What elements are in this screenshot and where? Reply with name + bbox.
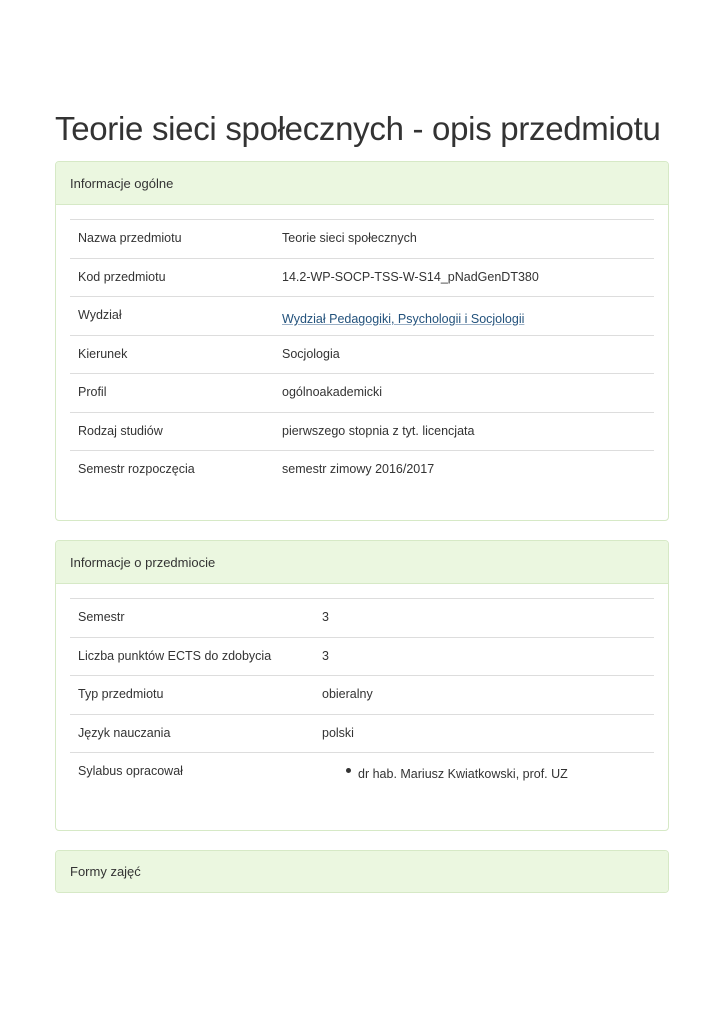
row-label: Rodzaj studiów (78, 423, 163, 438)
row-value: Teorie sieci społecznych (282, 231, 417, 245)
row-value: obieralny (322, 687, 373, 701)
page-title: Teorie sieci społecznych - opis przedmiotu (55, 110, 661, 147)
table-row (70, 373, 654, 412)
table-row (70, 335, 654, 374)
row-label: Wydział (78, 308, 122, 322)
subject-info-heading: Informacje o przedmiocie (56, 541, 668, 584)
row-label: Nazwa przedmiotu (78, 231, 182, 245)
row-value (282, 308, 654, 326)
row-label: Sylabus opracował (78, 764, 183, 778)
row-value: pierwszego stopnia z tyt. licencjata (282, 423, 475, 438)
row-label: Kod przedmiotu (78, 269, 166, 284)
row-label: Liczba punktów ECTS do zdobycia (78, 648, 272, 663)
row-value: 14.2-WP-SOCP-TSS-W-S14_pNadGenDT380 (282, 269, 539, 284)
general-info-heading: Informacje ogólne (56, 162, 668, 205)
table-row (70, 450, 654, 489)
row-value: semestr zimowy 2016/2017 (282, 462, 435, 476)
row-value: polski (322, 725, 354, 740)
row-label: Kierunek (78, 346, 128, 361)
row-label: Język nauczania (78, 725, 171, 740)
table-row (70, 598, 654, 637)
subject-info-panel (55, 540, 669, 831)
table-row (70, 675, 654, 714)
table-row (70, 637, 654, 676)
table-row (70, 258, 654, 297)
table-row (70, 296, 654, 335)
class-forms-heading: Formy zajęć (56, 851, 668, 892)
row-value: Socjologia (282, 346, 340, 361)
general-info-panel (55, 161, 669, 521)
row-value (322, 764, 654, 781)
row-value: 3 (322, 610, 329, 624)
row-label: Typ przedmiotu (78, 687, 164, 701)
general-info-table (56, 205, 668, 489)
class-forms-panel (55, 850, 669, 893)
faculty-link[interactable]: Wydział Pedagogiki, Psychologii i Socjologii (282, 312, 525, 326)
list-item: dr hab. Mariusz Kwiatkowski, prof. UZ (322, 767, 654, 781)
row-label: Semestr rozpoczęcia (78, 462, 195, 476)
row-label: Profil (78, 385, 107, 399)
subject-info-table (56, 584, 668, 791)
syllabus-authors-list (322, 767, 654, 781)
table-row (70, 219, 654, 258)
row-label: Semestr (78, 610, 125, 624)
row-value: 3 (322, 648, 329, 663)
table-row (70, 714, 654, 753)
table-row (70, 752, 654, 791)
table-row (70, 412, 654, 451)
row-value: ogólnoakademicki (282, 385, 383, 399)
